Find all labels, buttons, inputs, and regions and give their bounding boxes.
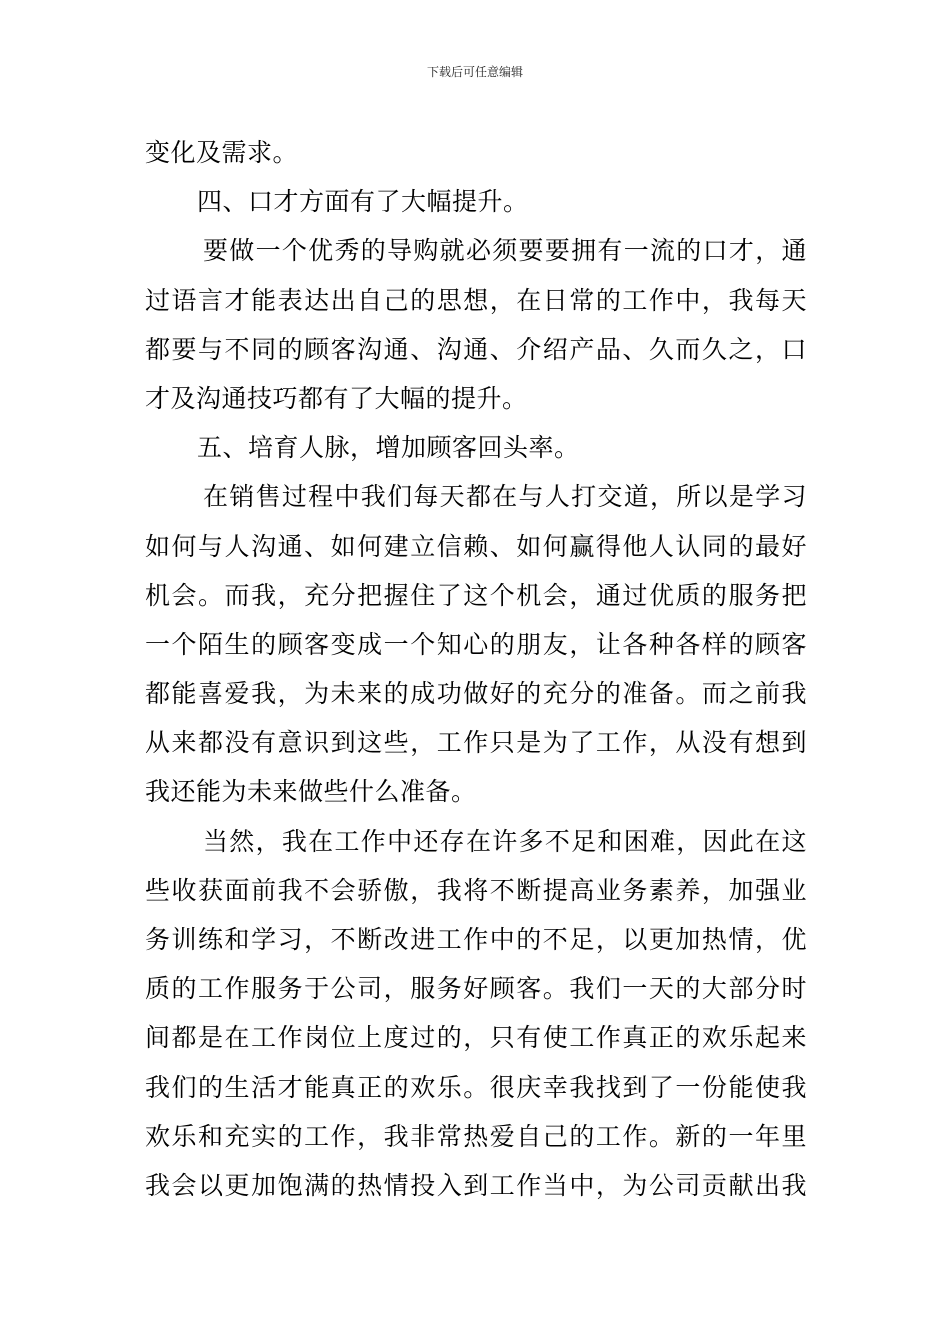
text-line: 在销售过程中我们每天都在与人打交道，所以是学习 — [203, 482, 807, 512]
text-line: 机会。而我，充分把握住了这个机会，通过优质的服务把 — [145, 580, 807, 610]
text-line: 要做一个优秀的导购就必须要要拥有一流的口才，通 — [203, 236, 807, 266]
document-body — [145, 128, 807, 1210]
text-line: 质的工作服务于公司，服务好顾客。我们一天的大部分时 — [145, 974, 807, 1004]
section-heading: 四、口才方面有了大幅提升。 — [197, 187, 529, 217]
text-line: 都要与不同的顾客沟通、沟通、介绍产品、久而久之，口 — [145, 334, 807, 364]
text-line: 我会以更加饱满的热情投入到工作当中，为公司贡献出我 — [145, 1170, 807, 1200]
text-line: 我们的生活才能真正的欢乐。很庆幸我找到了一份能使我 — [145, 1072, 807, 1102]
text-line: 当然，我在工作中还存在许多不足和困难，因此在这 — [203, 826, 807, 856]
text-line: 过语言才能表达出自己的思想，在日常的工作中，我每天 — [145, 285, 807, 315]
text-line: 欢乐和充实的工作，我非常热爱自己的工作。新的一年里 — [145, 1121, 807, 1151]
text-line: 务训练和学习，不断改进工作中的不足，以更加热情，优 — [145, 925, 807, 954]
section-heading: 五、培育人脉，增加顾客回头率。 — [197, 433, 580, 463]
text-line: 我还能为未来做些什么准备。 — [145, 777, 477, 807]
page-header: 下载后可任意编辑 — [426, 65, 523, 79]
text-line: 一个陌生的顾客变成一个知心的朋友，让各种各样的顾客 — [145, 629, 807, 659]
text-line: 些收获面前我不会骄傲，我将不断提高业务素养，加强业 — [145, 875, 807, 905]
text-line: 变化及需求。 — [145, 138, 299, 167]
text-line: 间都是在工作岗位上度过的，只有使工作真正的欢乐起来 — [145, 1023, 807, 1053]
text-line: 如何与人沟通、如何建立信赖、如何赢得他人认同的最好 — [145, 531, 807, 561]
text-line: 才及沟通技巧都有了大幅的提升。 — [145, 383, 528, 413]
text-line: 从来都没有意识到这些，工作只是为了工作，从没有想到 — [145, 728, 807, 758]
text-line: 都能喜爱我，为未来的成功做好的充分的准备。而之前我 — [145, 679, 807, 709]
